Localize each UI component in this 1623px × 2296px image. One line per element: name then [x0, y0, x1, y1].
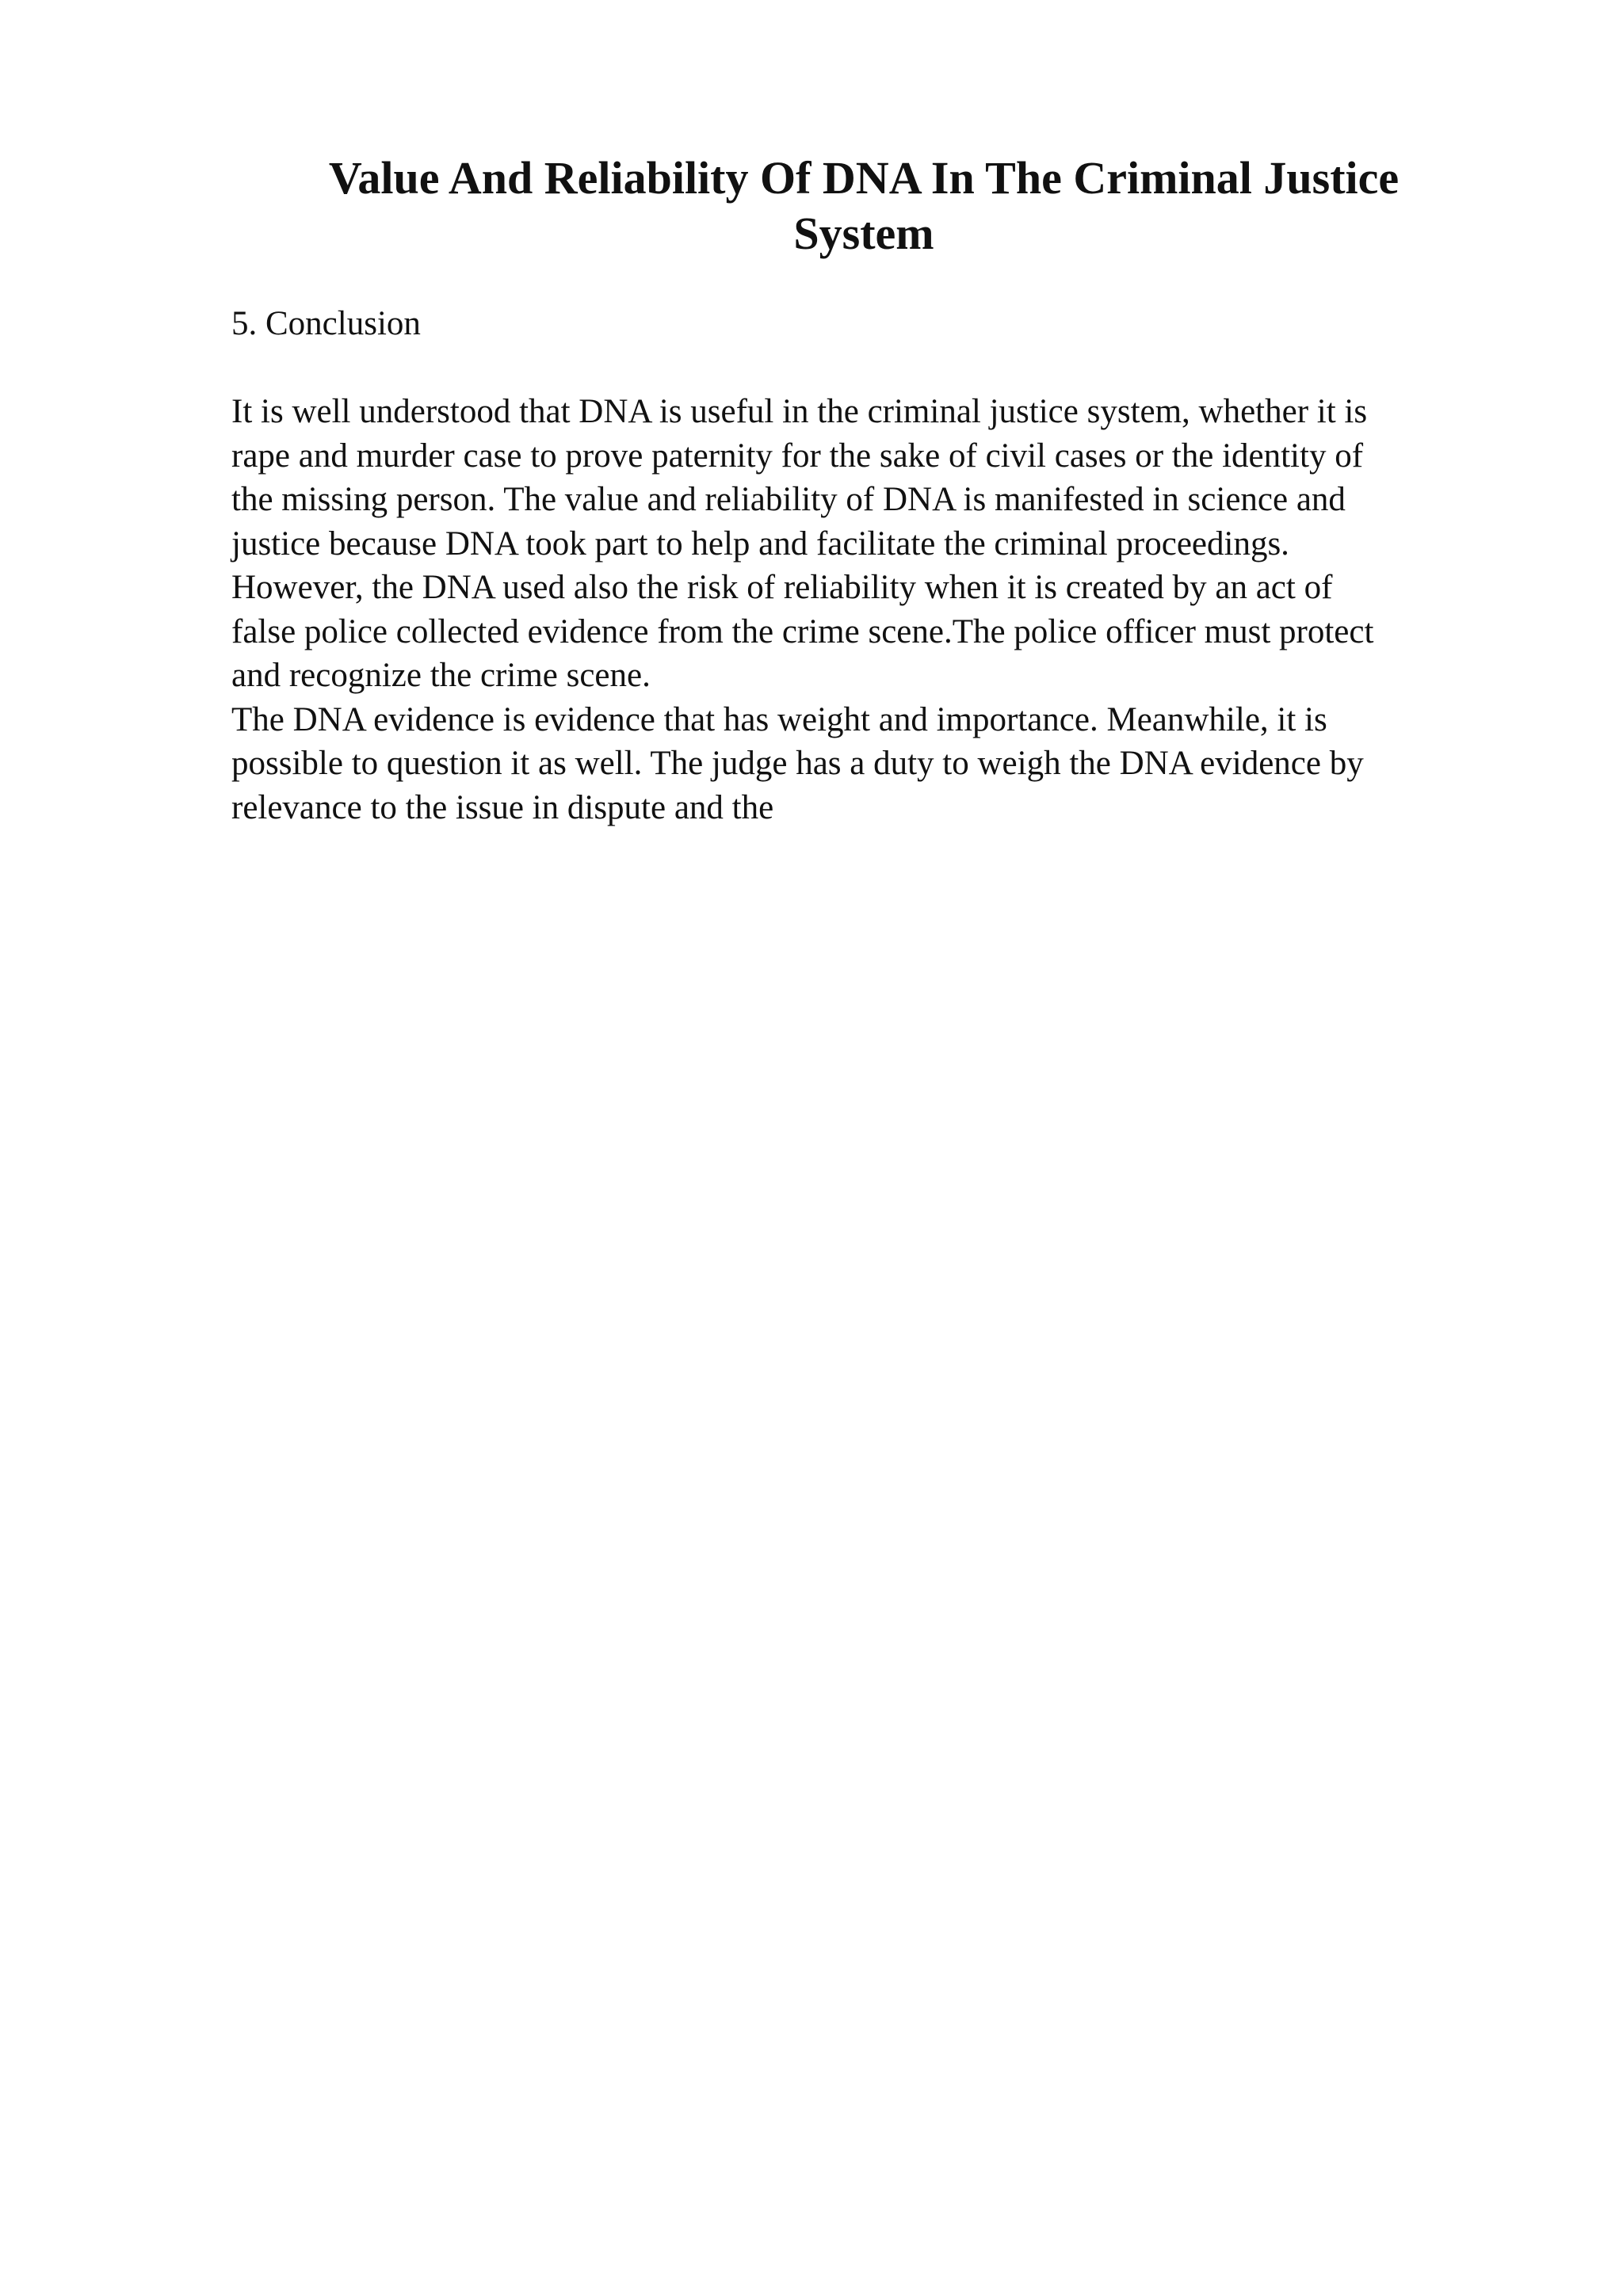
text-line: possible to question it as well. The judge has a duty to weigh the DNA evidence by — [231, 745, 1364, 782]
title-line: Value And Reliability Of DNA In The Criminal Justice — [328, 152, 1400, 204]
section-heading: 5. Conclusion — [231, 305, 421, 342]
text-line: the missing person. The value and reliability of DNA is manifested in science and — [231, 481, 1346, 518]
title-line: System — [793, 208, 934, 259]
page-title — [230, 151, 1498, 261]
text-line: justice because DNA took part to help and facilitate the criminal proceedings. — [231, 524, 1289, 563]
text-line: The DNA evidence is evidence that has weight and importance. Meanwhile, it is — [231, 700, 1327, 738]
text-line: It is well understood that DNA is useful in the criminal justice system, whether it is — [231, 393, 1368, 430]
text-line: false police collected evidence from the crime scene.The police officer must protect — [231, 612, 1374, 650]
body-paragraph — [231, 390, 1476, 830]
text-line: relevance to the issue in dispute and the — [231, 788, 774, 826]
text-line: However, the DNA used also the risk of reliability when it is created by an act of — [231, 569, 1333, 606]
text-line: rape and murder case to prove paternity for the sake of civil cases or the identity of — [231, 437, 1364, 475]
text-line: and recognize the crime scene. — [231, 657, 651, 694]
